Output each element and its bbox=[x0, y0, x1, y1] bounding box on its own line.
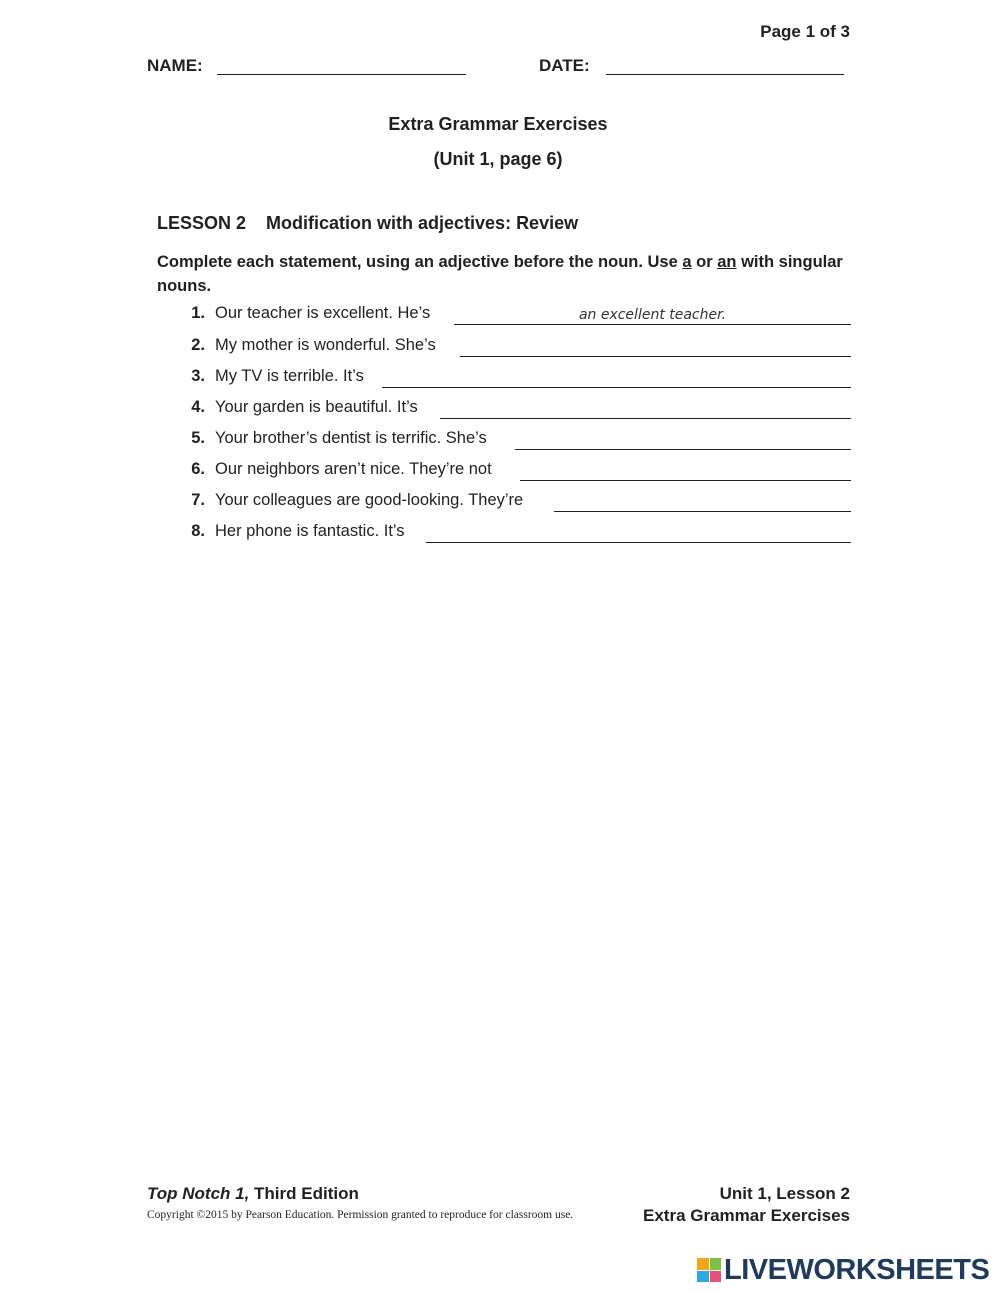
answer-field[interactable] bbox=[520, 456, 851, 481]
instructions bbox=[157, 250, 857, 298]
instructions-article-an: an bbox=[717, 253, 737, 271]
instructions-text: Complete each statement, using an adjective before the noun. Use bbox=[157, 253, 683, 271]
exercise-item bbox=[0, 398, 851, 422]
lesson-number: LESSON 2 bbox=[157, 213, 247, 233]
brand-name: LIVEWORKSHEETS bbox=[724, 1253, 990, 1286]
exercise-number: 4. bbox=[191, 398, 205, 416]
lesson-topic: Modification with adjectives: Review bbox=[266, 213, 579, 233]
book-edition: Third Edition bbox=[249, 1184, 359, 1203]
copyright-notice: Copyright ©2015 by Pearson Education. Permission granted to reproduce for classroom use. bbox=[147, 1209, 574, 1221]
name-field[interactable] bbox=[217, 74, 466, 75]
exercise-item bbox=[0, 336, 851, 360]
document-title: Extra Grammar Exercises bbox=[388, 114, 608, 134]
footer-section-title: Extra Grammar Exercises bbox=[643, 1206, 850, 1225]
name-label: NAME: bbox=[147, 56, 203, 75]
exercise-item bbox=[0, 491, 851, 515]
instructions-article-a: a bbox=[682, 253, 692, 271]
footer-unit-lesson: Unit 1, Lesson 2 bbox=[719, 1184, 850, 1203]
exercise-number: 6. bbox=[191, 460, 205, 478]
exercise-item bbox=[0, 429, 851, 453]
liveworksheets-brand[interactable] bbox=[697, 1254, 989, 1286]
logo-square-2 bbox=[710, 1258, 722, 1270]
exercise-prompt: Her phone is fantastic. It’s bbox=[215, 522, 405, 540]
answer-field[interactable] bbox=[460, 332, 851, 357]
exercise-prompt: My TV is terrible. It’s bbox=[215, 367, 364, 385]
lesson-heading bbox=[157, 213, 578, 234]
footer-book-title bbox=[147, 1184, 359, 1204]
book-title: Top Notch 1, bbox=[147, 1184, 250, 1203]
answer-field[interactable] bbox=[515, 425, 851, 450]
exercise-number: 8. bbox=[191, 522, 205, 540]
answer-field[interactable] bbox=[554, 487, 851, 512]
logo-square-4 bbox=[710, 1271, 722, 1283]
answer-field[interactable] bbox=[440, 394, 851, 419]
exercise-prompt: Your garden is beautiful. It’s bbox=[215, 398, 418, 416]
answer-text: an excellent teacher. bbox=[578, 307, 727, 323]
exercise-prompt: Your brother’s dentist is terrific. She’s bbox=[215, 429, 487, 447]
exercise-number: 5. bbox=[191, 429, 205, 447]
exercise-item bbox=[0, 304, 851, 328]
exercise-prompt: Your colleagues are good-looking. They’re bbox=[215, 491, 524, 509]
instructions-or: or bbox=[691, 253, 718, 271]
liveworksheets-logo-icon bbox=[697, 1258, 721, 1282]
exercise-item bbox=[0, 522, 851, 546]
exercise-prompt: My mother is wonderful. She’s bbox=[215, 336, 436, 354]
exercise-prompt: Our teacher is excellent. He’s bbox=[215, 304, 431, 322]
exercise-number: 3. bbox=[191, 367, 205, 385]
exercise-number: 2. bbox=[191, 336, 205, 354]
exercise-number: 1. bbox=[191, 304, 205, 322]
exercise-item bbox=[0, 367, 851, 391]
answer-field[interactable] bbox=[426, 518, 851, 543]
answer-field[interactable] bbox=[454, 300, 851, 325]
exercise-prompt: Our neighbors aren’t nice. They’re not bbox=[215, 460, 492, 478]
logo-square-1 bbox=[697, 1258, 709, 1270]
exercise-item bbox=[0, 460, 851, 484]
logo-square-3 bbox=[697, 1271, 709, 1283]
date-label: DATE: bbox=[539, 56, 590, 75]
page-number: Page 1 of 3 bbox=[760, 22, 850, 41]
exercise-number: 7. bbox=[191, 491, 205, 509]
answer-field[interactable] bbox=[382, 363, 851, 388]
document-subtitle: (Unit 1, page 6) bbox=[433, 149, 563, 169]
instructions-text-end: with singular nouns. bbox=[157, 253, 843, 295]
date-field[interactable] bbox=[606, 74, 844, 75]
